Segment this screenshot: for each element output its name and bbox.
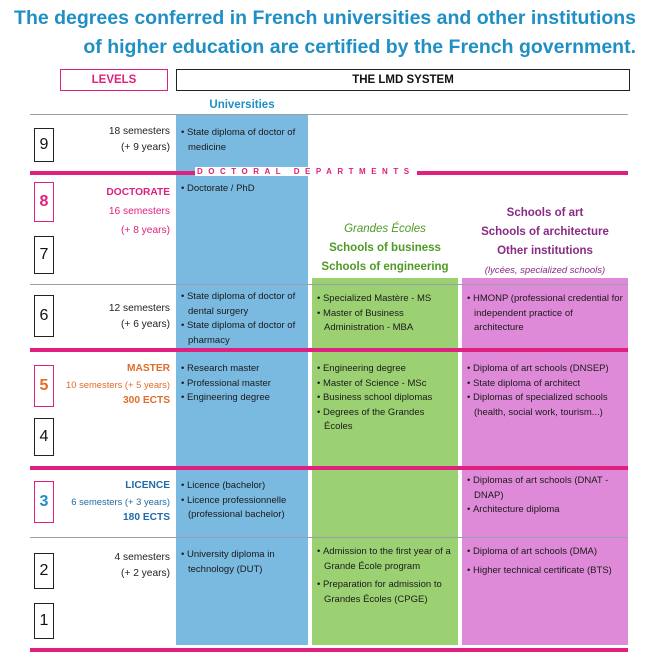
semesters-18: 18 semesters (+ 9 years) [108, 126, 170, 153]
list-item: • Business school diplomas [317, 391, 455, 406]
list-item: • Preparation for admission to Grandes Écoles (CPGE) [317, 578, 455, 607]
licence-divider [30, 466, 628, 470]
art-schools-heading: Schools of art Schools of architecture Other institutions (lycées, specialized schools) [481, 207, 609, 276]
semesters-licence: LICENCE 6 semesters (+ 3 years) 180 ECTS [71, 480, 170, 523]
univ-cell-level-5 [181, 362, 305, 406]
level-3: 3 [34, 481, 54, 523]
art-cell-level-3 [467, 474, 625, 518]
level-2: 2 [34, 553, 54, 589]
list-item: • State diploma of doctor of pharmacy [181, 319, 305, 348]
list-item: • Doctorate / PhD [181, 182, 305, 197]
list-item: • Diplomas of specialized schools (health, social work, tourism...) [467, 391, 625, 420]
list-item: • Diploma of art schools (DNSEP) [467, 362, 625, 377]
title-line-1: The degrees conferred in French universities and other institutions [14, 7, 636, 29]
doctoral-departments-label: DOCTORAL DEPARTMENTS [197, 167, 415, 176]
ge-cell-level-5 [317, 362, 455, 435]
univ-cell-level-8 [181, 182, 305, 197]
grandes-ecoles-heading: Grandes Écoles Schools of business Schools of engineering [321, 223, 449, 273]
list-item: • Degrees of the Grandes Écoles [317, 406, 455, 435]
levels-header: LEVELS [60, 69, 168, 91]
art-cell-level-6 [467, 292, 625, 336]
bottom-divider [30, 648, 628, 652]
list-item: • State diploma of doctor of medicine [181, 126, 305, 155]
list-item: • Engineering degree [317, 362, 455, 377]
list-item: • Master of Science - MSc [317, 377, 455, 392]
ge-cell-level-6 [317, 292, 455, 336]
list-item: • Licence professionnelle (professional bachelor) [181, 494, 305, 523]
art-cell-level-2 [467, 545, 625, 578]
list-item: • Admission to the first year of a Grande École program [317, 545, 455, 574]
universities-label: Universities [209, 99, 275, 111]
level-1: 1 [34, 603, 54, 639]
list-item: • State diploma of doctor of dental surgery [181, 290, 305, 319]
title-line-2: of higher education are certified by the French government. [83, 36, 636, 58]
lmd-system-header: THE LMD SYSTEM [176, 69, 630, 91]
semesters-4: 4 semesters (+ 2 years) [114, 552, 170, 579]
univ-cell-level-9 [181, 126, 305, 155]
list-item: • Licence (bachelor) [181, 479, 305, 494]
semesters-12: 12 semesters (+ 6 years) [108, 303, 170, 330]
semesters-doctorate: DOCTORATE 16 semesters (+ 8 years) [106, 187, 170, 236]
row-divider [30, 284, 628, 285]
list-item: • University diploma in technology (DUT) [181, 548, 305, 577]
list-item: • Professional master [181, 377, 305, 392]
row-divider [30, 537, 628, 538]
art-cell-level-5 [467, 362, 625, 420]
list-item: • State diploma of architect [467, 377, 625, 392]
univ-cell-level-3 [181, 479, 305, 523]
list-item: • Engineering degree [181, 391, 305, 406]
list-item: • Specialized Mastère - MS [317, 292, 455, 307]
list-item: • Diploma of art schools (DMA) [467, 545, 625, 560]
list-item: • Higher technical certificate (BTS) [467, 564, 625, 579]
list-item: • HMONP (professional credential for independent practice of architecture [467, 292, 625, 336]
level-4: 4 [34, 418, 54, 456]
level-8: 8 [34, 182, 54, 222]
list-item: • Diplomas of art schools (DNAT - DNAP) [467, 474, 625, 503]
univ-cell-level-6 [181, 290, 305, 348]
master-divider [30, 348, 628, 352]
ge-cell-level-2 [317, 545, 455, 607]
level-6: 6 [34, 295, 54, 337]
list-item: • Architecture diploma [467, 503, 625, 518]
level-5: 5 [34, 365, 54, 407]
row-divider [30, 114, 628, 115]
level-9: 9 [34, 128, 54, 162]
univ-cell-level-2 [181, 548, 305, 577]
level-7: 7 [34, 236, 54, 274]
list-item: • Research master [181, 362, 305, 377]
semesters-master: MASTER 10 semesters (+ 5 years) 300 ECTS [66, 363, 170, 406]
list-item: • Master of Business Administration - MBA [317, 307, 455, 336]
